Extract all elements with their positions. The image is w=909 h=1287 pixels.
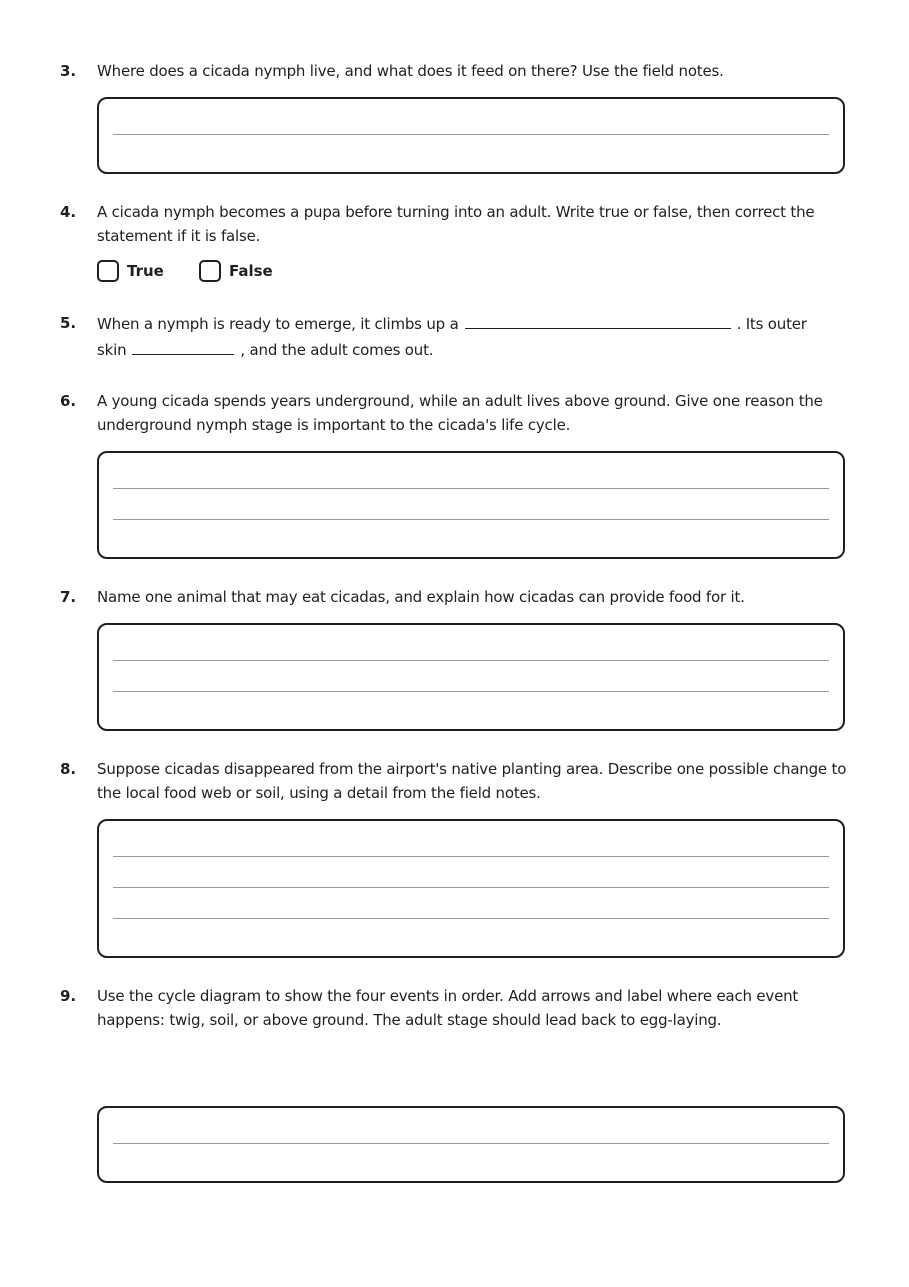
answer-box-q8[interactable] [97, 819, 845, 958]
question-text: Name one animal that may eat cicadas, and explain how cicadas can provide food for it. [97, 588, 745, 606]
answer-line [113, 887, 829, 888]
question-number: 6. [60, 392, 77, 410]
question-text: Suppose cicadas disappeared from the airport's native planting area. Describe one possible change to the local food web or soil, using a detail from the field notes. [97, 760, 847, 802]
text-part: skin [97, 341, 127, 359]
question-number: 3. [60, 62, 77, 80]
question-number: 4. [60, 203, 77, 221]
answer-line [113, 488, 829, 489]
option-label: True [127, 262, 164, 280]
question-text: A young cicada spends years underground, while an adult lives above ground. Give one reason the underground nymph stage is important to the cicada's life cycle. [97, 392, 823, 434]
answer-line [113, 918, 829, 919]
answer-line [113, 134, 829, 135]
answer-line [113, 519, 829, 520]
answer-box-q7[interactable] [97, 623, 845, 731]
answer-line [113, 1143, 829, 1144]
option-label: False [229, 262, 273, 280]
question-number: 9. [60, 987, 77, 1005]
question-text: Use the cycle diagram to show the four events in order. Add arrows and label where each event happens: twig, soil, or above ground. The adult stage should lead back to egg-laying. [97, 987, 799, 1029]
checkbox-false[interactable] [199, 260, 221, 282]
question-number: 8. [60, 760, 77, 778]
option-true[interactable] [97, 260, 164, 282]
question-text: Where does a cicada nymph live, and what does it feed on there? Use the field notes. [97, 62, 724, 80]
answer-box-q9[interactable] [97, 1106, 845, 1183]
text-part: When a nymph is ready to emerge, it climbs up a [97, 315, 459, 333]
question-number: 5. [60, 314, 77, 332]
fill-in-blank-2[interactable] [132, 338, 234, 355]
answer-box-q6[interactable] [97, 451, 845, 559]
answer-line [113, 660, 829, 661]
answer-line [113, 691, 829, 692]
checkbox-true[interactable] [97, 260, 119, 282]
question-text: A cicada nymph becomes a pupa before turning into an adult. Write true or false, then correct the statement if it is false. [97, 203, 815, 245]
text-part: . Its outer [736, 315, 807, 333]
question-text [97, 311, 852, 363]
question-number: 7. [60, 588, 77, 606]
option-false[interactable] [199, 260, 273, 282]
answer-box-q3[interactable] [97, 97, 845, 174]
answer-line [113, 856, 829, 857]
text-part: , and the adult comes out. [240, 341, 434, 359]
fill-in-blank-1[interactable] [465, 312, 731, 329]
